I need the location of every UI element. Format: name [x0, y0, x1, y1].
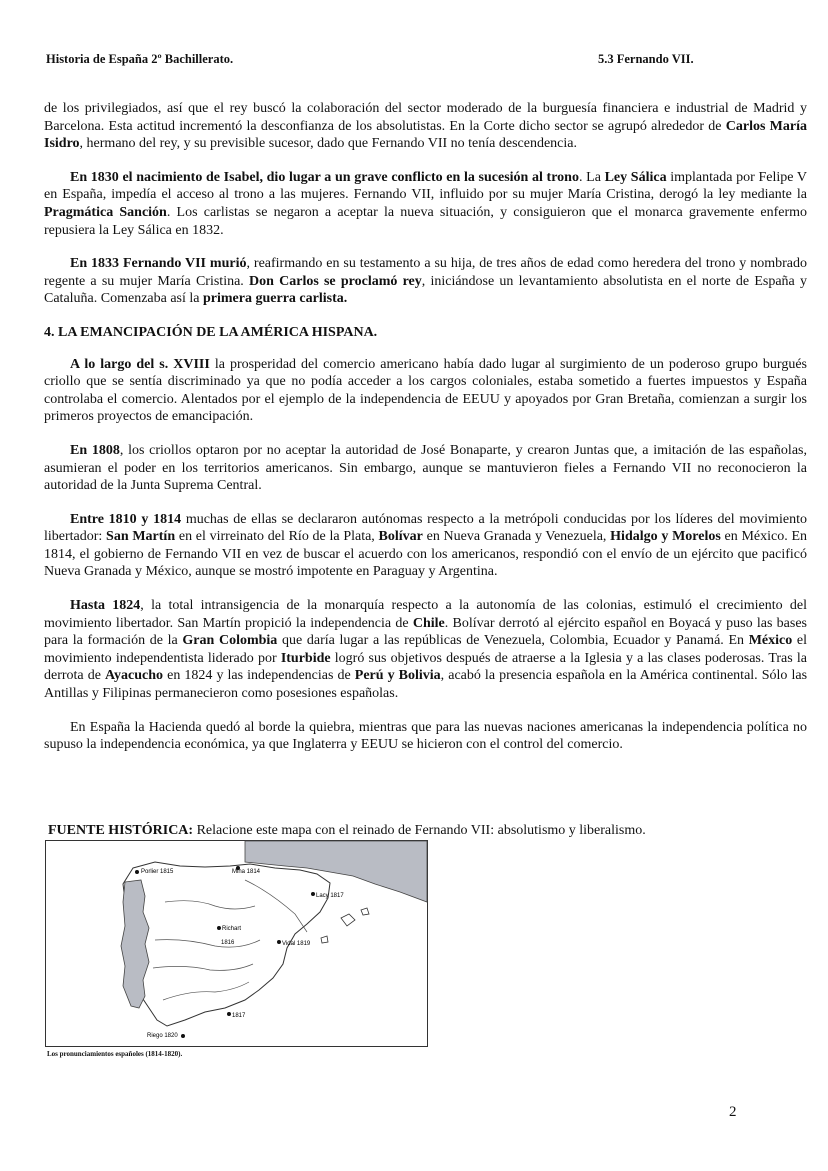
bold-text: Bolívar: [378, 529, 423, 545]
text-run: de los privilegiados, así que el rey buscó la colaboración del sector moderado de la burguesía financiera e industrial de Madrid y Barcelona. Esta actitud incrementó la desconfianza de los absolutistas. En la Corte dicho sector se agrupó alrededor de: [44, 101, 807, 134]
text-run: , iniciándose un levantamiento absolutista en el norte de España y Cataluña. Comenzaba así la: [44, 273, 807, 307]
text-run: , reafirmando en su testamento a su hija, de tres años de edad como heredera del trono y nombrado regente a su mujer María Cristina.: [44, 256, 807, 289]
label-vidal: Vidal 1819: [282, 941, 311, 947]
text-run: el movimiento independentista liderado por: [44, 633, 807, 666]
map-figure: [45, 840, 428, 1047]
bold-text: En 1833 Fernando VII murió: [70, 256, 247, 272]
paragraph: [44, 100, 807, 153]
fuente-historica: [48, 823, 646, 839]
header-left: Historia de España 2º Bachillerato.: [46, 52, 234, 66]
label-richart-year: 1816: [221, 940, 235, 946]
label-lacy: Lacy 1817: [316, 893, 344, 899]
text-run: , los criollos optaron por no aceptar la autoridad de José Bonaparte, y crearon Juntas que, a imitación de las españolas, asumieran el poder en los territorios americanos. Sin embargo, aunque se mantuvieron fieles a Fernando VII no reconocieron la autoridad de la Junta Suprema Central.: [44, 442, 807, 494]
bold-text: México: [748, 633, 793, 649]
text-run: , hermano del rey, y su previsible sucesor, dado que Fernando VII no tenía descendencia.: [79, 136, 577, 152]
map-caption: Los pronunciamientos españoles (1814-1820).: [47, 1050, 183, 1058]
label-richart: Richart: [222, 926, 242, 932]
text-run: muchas de ellas se declararon autónomas respecto a la metrópoli conducidas por los líderes del movimiento libertador:: [44, 511, 807, 545]
richart-dot: [217, 926, 221, 930]
page-number: 2: [729, 1104, 737, 1120]
bold-text: Pragmática Sanción: [44, 204, 167, 220]
text-run: . Bolívar derrotó al ejército español en Boyacá y puso las bases para la formación de la: [44, 615, 807, 649]
bold-text: En 1830 el nacimiento de Isabel, dio lugar a un grave conflicto en la sucesión al trono: [70, 169, 579, 185]
bold-text: San Martín: [106, 529, 176, 545]
paragraph: [44, 169, 807, 239]
pronunciamientos-map: [45, 840, 428, 1047]
text-run: en Nueva Granada y Venezuela,: [422, 529, 611, 545]
riego-dot: [181, 1034, 185, 1038]
label-riego: Riego 1820: [147, 1033, 178, 1039]
bold-text: Hasta 1824: [70, 598, 141, 614]
paragraph: [44, 597, 807, 703]
bold-text: Perú y Bolivia: [354, 668, 441, 684]
label-1817: 1817: [232, 1013, 246, 1019]
label-porlier: Porlier 1815: [141, 869, 174, 875]
bold-text: A lo largo del s. XVIII: [70, 356, 210, 372]
text-run: En España la Hacienda quedó al borde la quiebra, mientras que para las nuevas naciones americanas la independencia política no supuso la independencia económica, ya que Inglaterra y EEUU se hicieron con el control del comercio.: [44, 719, 807, 753]
fuente-label: FUENTE HISTÓRICA:: [48, 823, 194, 838]
paragraph: [44, 511, 807, 581]
bold-text: Iturbide: [280, 650, 331, 666]
paragraph: [44, 442, 807, 495]
paragraph: [44, 356, 807, 426]
text-run: en México. En 1814, el gobierno de Fernando VII en vez de buscar el acuerdo con los americanos, respondió con el envío de un ejército que pacificó Nueva Granada y México, aunque se mostró impotente en Paraguay y Argentina.: [44, 529, 808, 580]
text-run: en el virreinato del Río de la Plata,: [175, 529, 379, 545]
lacy-dot: [311, 892, 315, 896]
text-run: , la total intransigencia de la monarquía respecto a la autonomía de las colonias, estimuló el crecimiento del movimiento libertador. San Martín propició la independencia de: [44, 598, 807, 631]
bold-text: primera guerra carlista.: [203, 291, 348, 307]
header-right: 5.3 Fernando VII.: [598, 52, 694, 66]
paragraph: [44, 255, 807, 308]
text-run: que daría lugar a las repúblicas de Venezuela, Colombia, Ecuador y Panamá. En: [277, 633, 749, 649]
text-run: la prosperidad del comercio americano había dado lugar al surgimiento de un poderoso grupo burgués criollo que se sentía discriminado ya que no podía acceder a los cargos coloniales, estaba sometido a fuertes impuestos y España controlaba el comercio. Alentados por el ejemplo de la independencia de EEUU y apoyados por Gran Bretaña, comienzan a surgir los primeros proyectos de emancipación.: [44, 356, 808, 425]
bold-text: Don Carlos se proclamó rey: [249, 273, 422, 289]
bold-text: Ayacucho: [104, 668, 164, 684]
text-run: , acabó la presencia española en la América continental. Sólo las Antillas y Filipinas permanecieron como posesiones españolas.: [44, 668, 808, 702]
fuente-text: Relacione este mapa con el reinado de Fernando VII: absolutismo y liberalismo.: [193, 823, 646, 838]
porlier-dot: [135, 870, 139, 874]
dot-1817: [227, 1012, 231, 1016]
bold-text: Ley Sálica: [604, 169, 667, 185]
bold-text: Chile: [412, 615, 445, 631]
section-heading: 4. LA EMANCIPACIÓN DE LA AMÉRICA HISPANA.: [44, 324, 378, 340]
bold-text: Carlos María Isidro: [44, 118, 808, 152]
bold-text: En 1808: [70, 442, 120, 458]
bold-text: Gran Colombia: [182, 633, 278, 649]
document-body: [44, 100, 807, 770]
text-run: . La: [578, 169, 605, 185]
text-run: logró sus objetivos después de atraerse a la Iglesia y a las clases poderosas. Tras la derrota de: [44, 650, 807, 684]
text-run: . Los carlistas se negaron a aceptar la nueva situación, y consiguieron que el monarca gravemente enfermo repusiera la Ley Sálica en 1832.: [44, 204, 808, 238]
text-run: implantada por Felipe V en España, impedía el acceso al trono a las mujeres. Fernando VII, influido por su mujer María Cristina, derogó la ley mediante la: [44, 169, 807, 203]
bold-text: Entre 1810 y 1814: [70, 511, 182, 527]
text-run: en 1824 y las independencias de: [163, 668, 355, 684]
paragraph: [44, 719, 807, 754]
label-mina: Mina 1814: [232, 869, 261, 875]
vidal-dot: [277, 940, 281, 944]
bold-text: Hidalgo y Morelos: [610, 529, 721, 545]
